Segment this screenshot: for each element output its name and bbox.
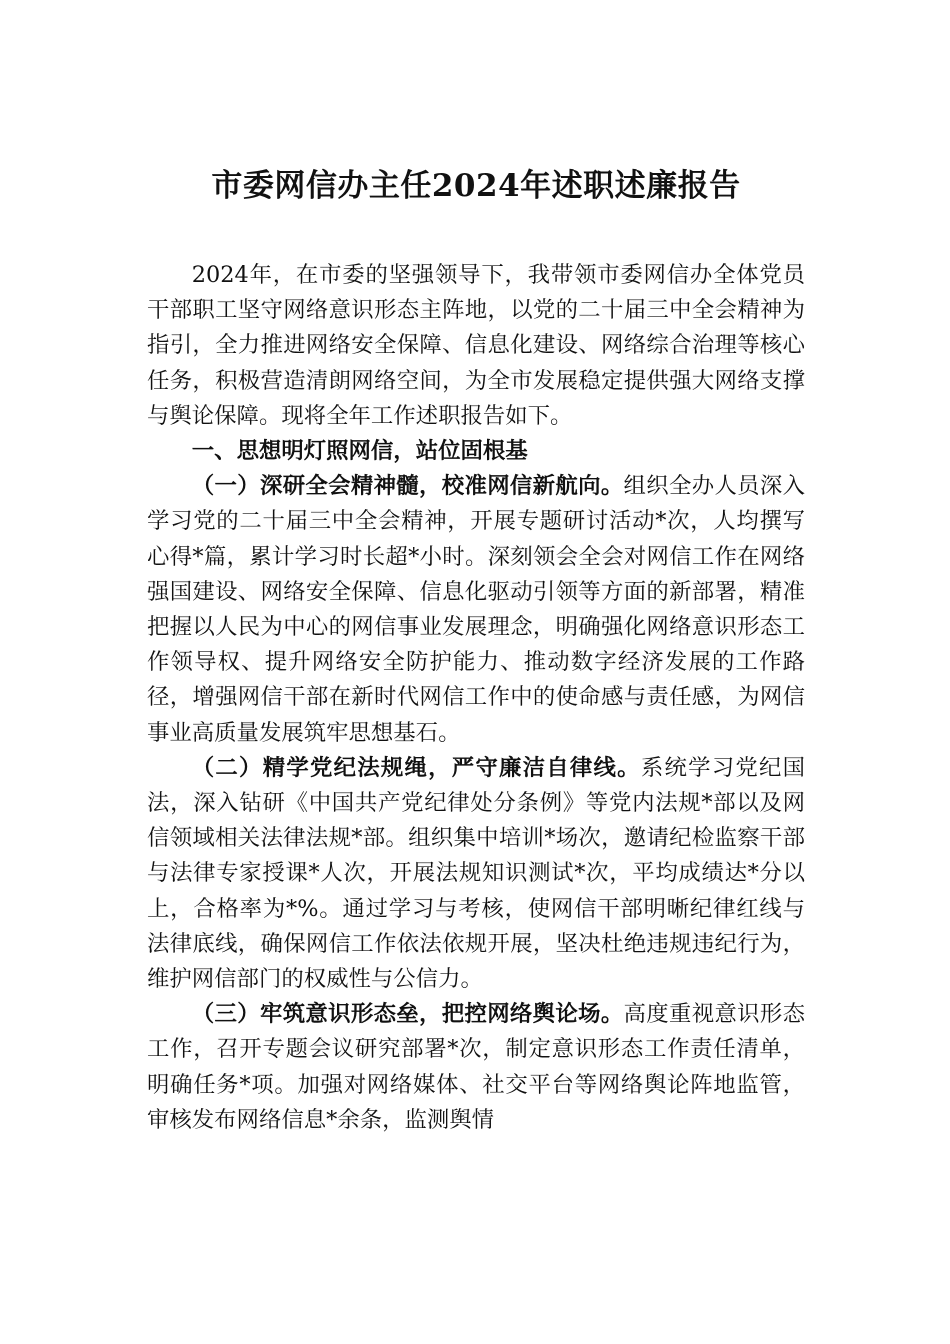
paragraph-1 (147, 469, 805, 751)
paragraph-3-body: 高度重视意识形态工作，召开专题会议研究部署*次，制定意识形态工作责任清单，明确任务*项。加强对网络媒体、社交平台等网络舆论阵地监管，审核发布网络信息*余条，监测舆情 (147, 1001, 806, 1133)
paragraph-2 (147, 751, 805, 997)
paragraph-3-lead: （三）牢筑意识形态垒，把控网络舆论场。 (191, 1001, 624, 1028)
paragraph-1-body: 组织全办人员深入学习党的二十届三中全会精神，开展专题研讨活动*次，人均撰写心得*篇，累计学习时长超*小时。深刻领会全会对网信工作在网络强国建设、网络安全保障、信息化驱动引领等方面的新部署，精准把握以人民为中心的网信事业发展理念，明确强化网络意识形态工作领导权、提升网络安全防护能力、推动数字经济发展的工作路径，增强网信干部在新时代网信工作中的使命感与责任感，为网信事业高质量发展筑牢思想基石。 (147, 473, 806, 746)
intro-paragraph: 2024年，在市委的坚强领导下，我带领市委网信办全体党员干部职工坚守网络意识形态主阵地，以党的二十届三中全会精神为指引，全力推进网络安全保障、信息化建设、网络综合治理等核心任务，积极营造清朗网络空间，为全市发展稳定提供强大网络支撑与舆论保障。现将全年工作述职报告如下。 (147, 262, 805, 429)
document-page (147, 160, 805, 1138)
document-title: 市委网信办主任2024年述职述廉报告 (211, 168, 741, 204)
paragraph-2-lead: （二）精学党纪法规绳，严守廉洁自律线。 (191, 754, 641, 781)
section-heading-1: 一、思想明灯照网信，站位固根基 (191, 438, 528, 465)
paragraph-3 (147, 997, 805, 1138)
paragraph-1-lead: （一）深研全会精神髓，校准网信新航向。 (191, 473, 624, 500)
paragraph-2-body: 系统学习党纪国法，深入钻研《中国共产党纪律处分条例》等党内法规*部以及网信领域相关法律法规*部。组织集中培训*场次，邀请纪检监察干部与法律专家授课*人次，开展法规知识测试*次，平均成绩达*分以上，合格率为*%。通过学习与考核，使网信干部明晰纪律红线与法律底线，确保网信工作依法依规开展，坚决杜绝违规违纪行为，维护网信部门的权威性与公信力。 (147, 754, 806, 993)
